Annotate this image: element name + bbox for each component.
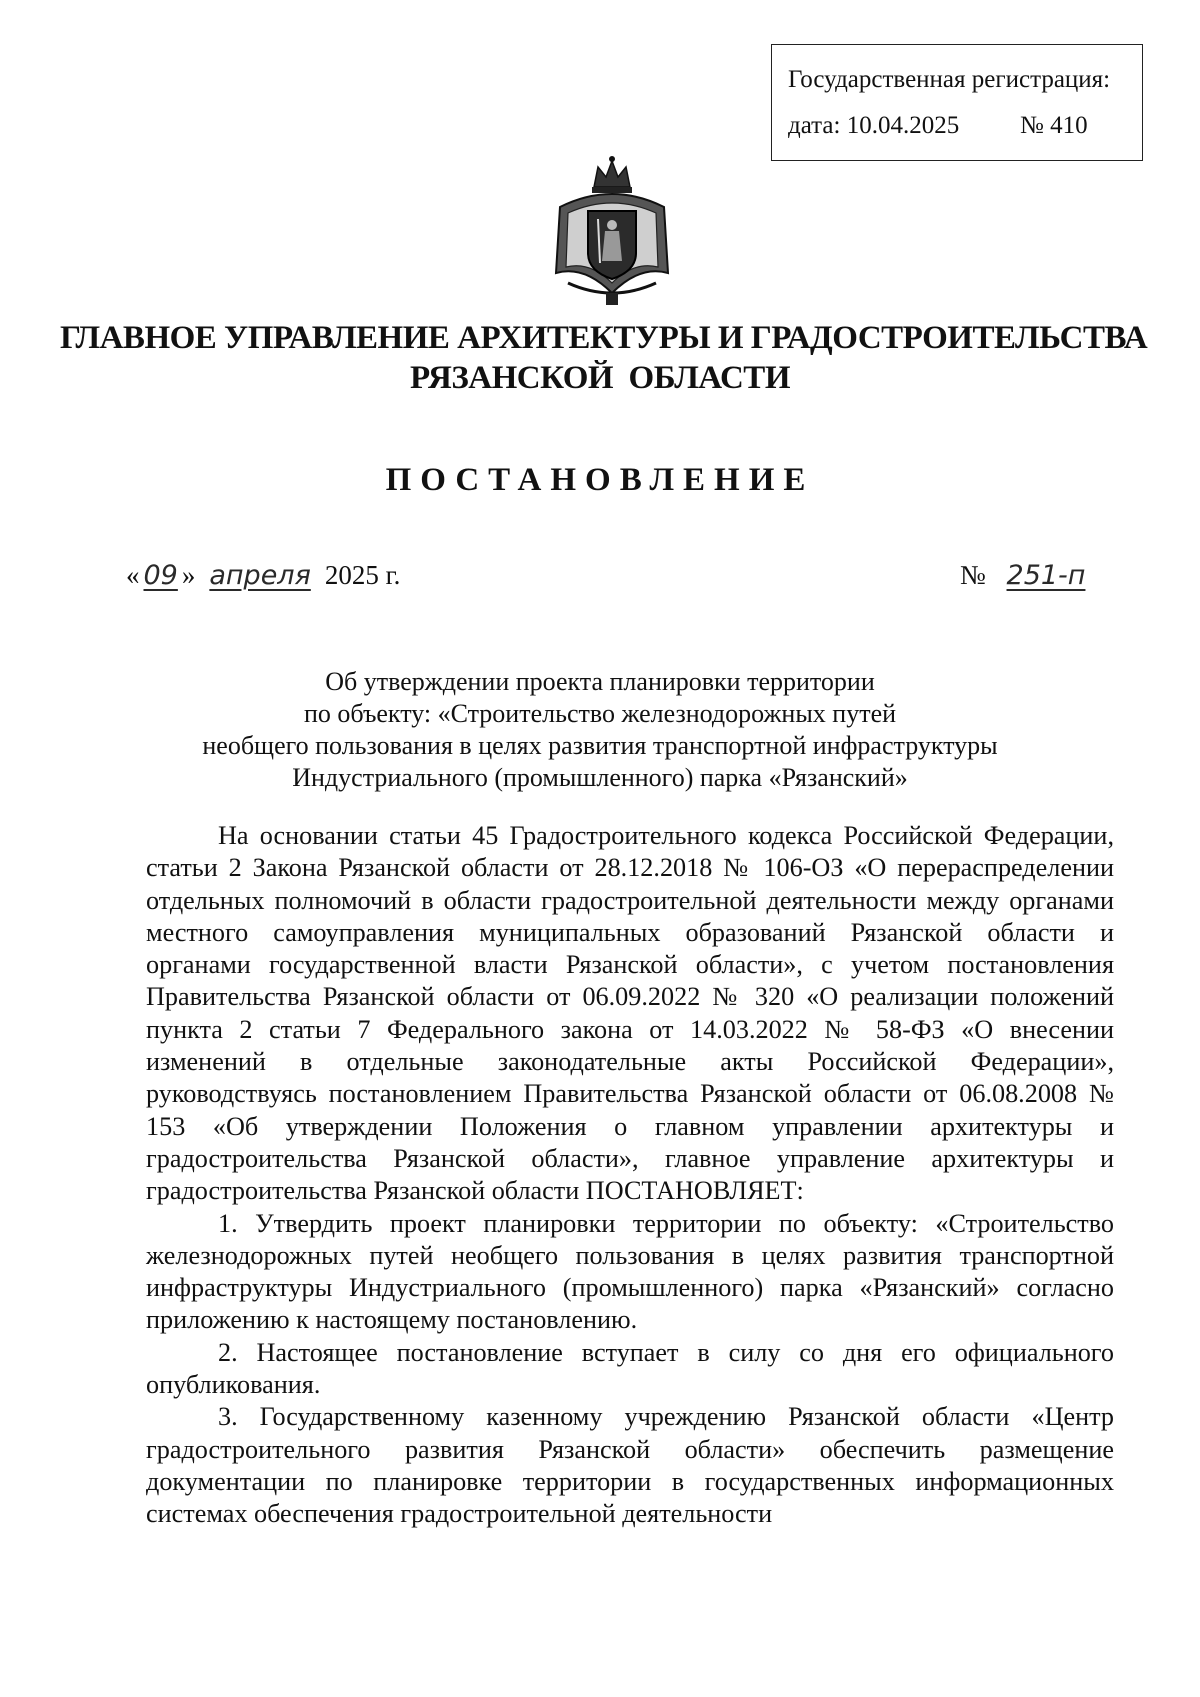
- org-line-2: РЯЗАНСКОЙ ОБЛАСТИ: [410, 360, 790, 396]
- subject-line-4: Индустриального (промышленного) парка «Рязанский»: [292, 763, 908, 792]
- ryazan-coat-of-arms-icon: [550, 153, 674, 309]
- registration-date: дата: 10.04.2025: [788, 112, 960, 139]
- registration-title: Государственная регистрация:: [788, 66, 1111, 93]
- organization-name: [60, 318, 1148, 398]
- item-2-paragraph: 2. Настоящее постановление вступает в силу со дня его официального опубликования.: [146, 1337, 1114, 1400]
- subject-line-2: по объекту: «Строительство железнодорожных путей: [303, 699, 897, 728]
- document-subject: [80, 666, 1120, 794]
- item-1-paragraph: 1. Утвердить проект планировки территории по объекту: «Строительство железнодорожных путей необщего пользования в целях развития транспортной инфраструктуры Индустриального (промышленного) парка «Рязанский» согласно приложению к настоящему постановлению.: [146, 1208, 1114, 1335]
- document-number: [960, 560, 1099, 591]
- item-3-paragraph: 3. Государственному казенному учреждению Рязанской области «Центр градостроительного развития Рязанской области» обеспечить размещение документации по планировке территории в государственных информационных системах обеспечения градостроительной деятельности: [146, 1402, 1114, 1529]
- preamble-paragraph: На основании статьи 45 Градостроительного кодекса Российской Федерации, статьи 2 Закона Рязанской области от 28.12.2018 № 106-ОЗ «О перераспределении отдельных полномочий в области градостроительной деятельности между органами местного самоуправления муниципальных образований Рязанской области и органами государственной власти Рязанской области», с учетом постановления Правительства Рязанской области от 06.09.2022 № 320 «О реализации положений пункта 2 статьи 7 Федерального закона от 14.03.2022 № 58-ФЗ «О внесении изменений в отдельные законодательные акты Российской Федерации», руководствуясь постановлением Правительства Рязанской области от 06.08.2008 № 153 «Об утверждении Положения о главном управлении архитектуры и градостроительства Рязанской области», главное управление архитектуры и градостроительства Рязанской области ПОСТАНОВЛЯЕТ:: [146, 821, 1114, 1206]
- registration-number: № 410: [1020, 112, 1088, 139]
- handwritten-day: 09: [143, 560, 178, 591]
- subject-line-3: необщего пользования в целях развития транспортной инфраструктуры: [202, 731, 998, 760]
- document-type: ПОСТАНОВЛЕНИЕ: [385, 462, 815, 498]
- subject-line-1: Об утверждении проекта планировки территории: [325, 667, 875, 696]
- handwritten-month: апреля: [209, 560, 311, 591]
- org-line-1: ГЛАВНОЕ УПРАВЛЕНИЕ АРХИТЕКТУРЫ И ГРАДОСТРОИТЕЛЬСТВА: [60, 320, 1148, 356]
- registration-stamp: [771, 44, 1143, 161]
- date-open-quote: «: [126, 560, 140, 590]
- document-date: [126, 560, 400, 591]
- date-year: 2025 г.: [324, 560, 401, 590]
- date-close-quote: »: [181, 560, 196, 590]
- handwritten-number: 251-п: [1006, 560, 1086, 591]
- number-prefix: №: [960, 560, 986, 590]
- document-body: [146, 820, 1114, 1531]
